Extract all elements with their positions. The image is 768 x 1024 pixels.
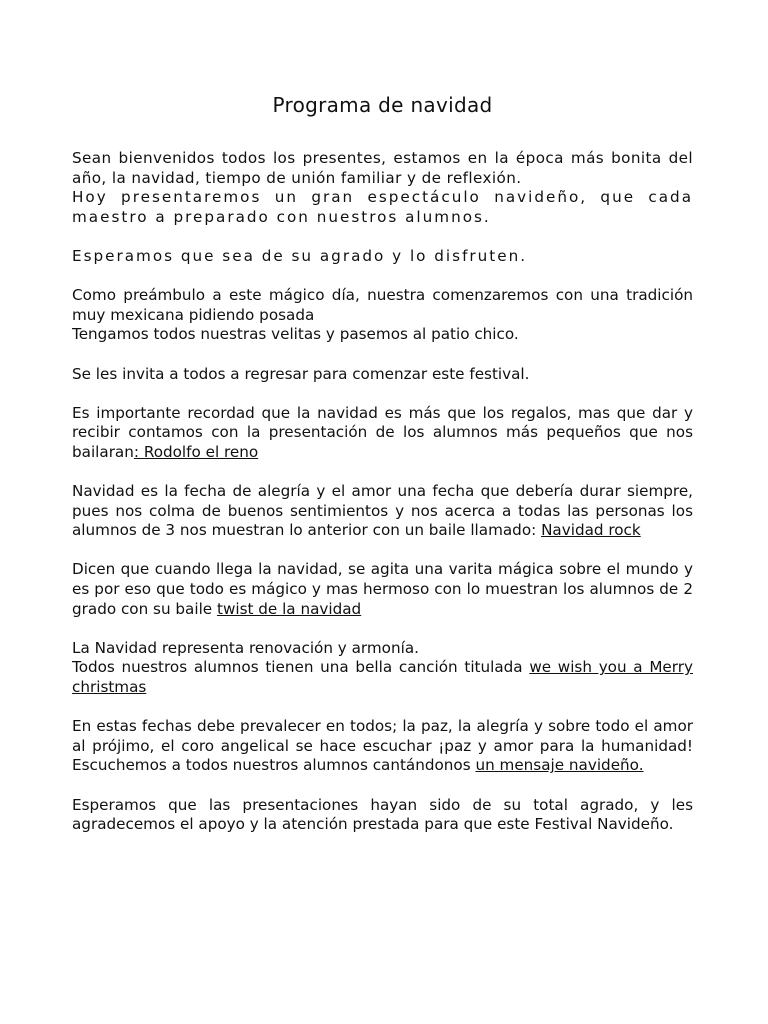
paragraph-song (72, 639, 693, 698)
twist-text: Dicen que cuando llega la navidad, se agita una varita mágica sobre el mundo y es por eso que todo es mágico y mas hermoso con lo muestran los alumnos de 2 grado con su baile (72, 560, 693, 618)
rodolfo-text: Es importante recordad que la navidad es más que los regalos, mas que dar y recibir contamos con la presentación de los alumnos más pequeños que nos bailaran (72, 403, 693, 461)
choir-link: un mensaje navideño. (475, 756, 644, 775)
document-title: Programa de navidad (272, 93, 493, 117)
twist-link: twist de la navidad (216, 599, 362, 618)
paragraph-choir (72, 717, 693, 776)
song-link: we wish you a Merry christmas (72, 658, 693, 697)
posada-text: Como preámbulo a este mágico día, nuestra comenzaremos con una tradición muy mexicana pidiendo posada (72, 286, 693, 324)
paragraph-rodolfo (72, 404, 693, 463)
paragraph-closing: Esperamos que las presentaciones hayan sido de su total agrado, y les agradecemos el apoyo y la atención prestada para que este Festival Navideño. (72, 795, 693, 834)
song-text: Todos nuestros alumnos tienen una bella canción titulada (72, 658, 530, 677)
presentation-text: Hoy presentaremos un gran espectáculo navideño, que cada maestro a preparado con nuestros alumnos. (72, 188, 693, 226)
paragraph-invite: Se les invita a todos a regresar para comenzar este festival. (72, 364, 530, 383)
paragraph-welcome (72, 149, 693, 227)
navidad-rock-link: Navidad rock (541, 521, 641, 540)
renovacion-text: La Navidad representa renovación y armonía. (72, 638, 419, 657)
choir-text: En estas fechas debe prevalecer en todos; la paz, la alegría y sobre todo el amor al prójimo, el coro angelical se hace escuchar ¡paz y amor para la humanidad! Escuchemos a todos nuestros alumnos cantándonos (72, 717, 693, 775)
document-page (72, 91, 693, 854)
paragraph-enjoy: Esperamos que sea de su agrado y lo disfruten. (72, 246, 528, 265)
velitas-text: Tengamos todos nuestras velitas y pasemos al patio chico. (72, 325, 519, 344)
paragraph-posada (72, 286, 693, 345)
paragraph-twist (72, 560, 693, 619)
welcome-text: Sean bienvenidos todos los presentes, estamos en la época más bonita del año, la navidad, tiempo de unión familiar y de reflexión. (72, 149, 693, 187)
rodolfo-link: : Rodolfo el reno (133, 442, 259, 461)
paragraph-navidad-rock (72, 482, 693, 541)
navidad-rock-text: Navidad es la fecha de alegría y el amor una fecha que debería durar siempre, pues nos colma de buenos sentimientos y nos acerca a todas las personas los alumnos de 3 nos muestran lo anterior con un baile llamado: (72, 482, 693, 540)
